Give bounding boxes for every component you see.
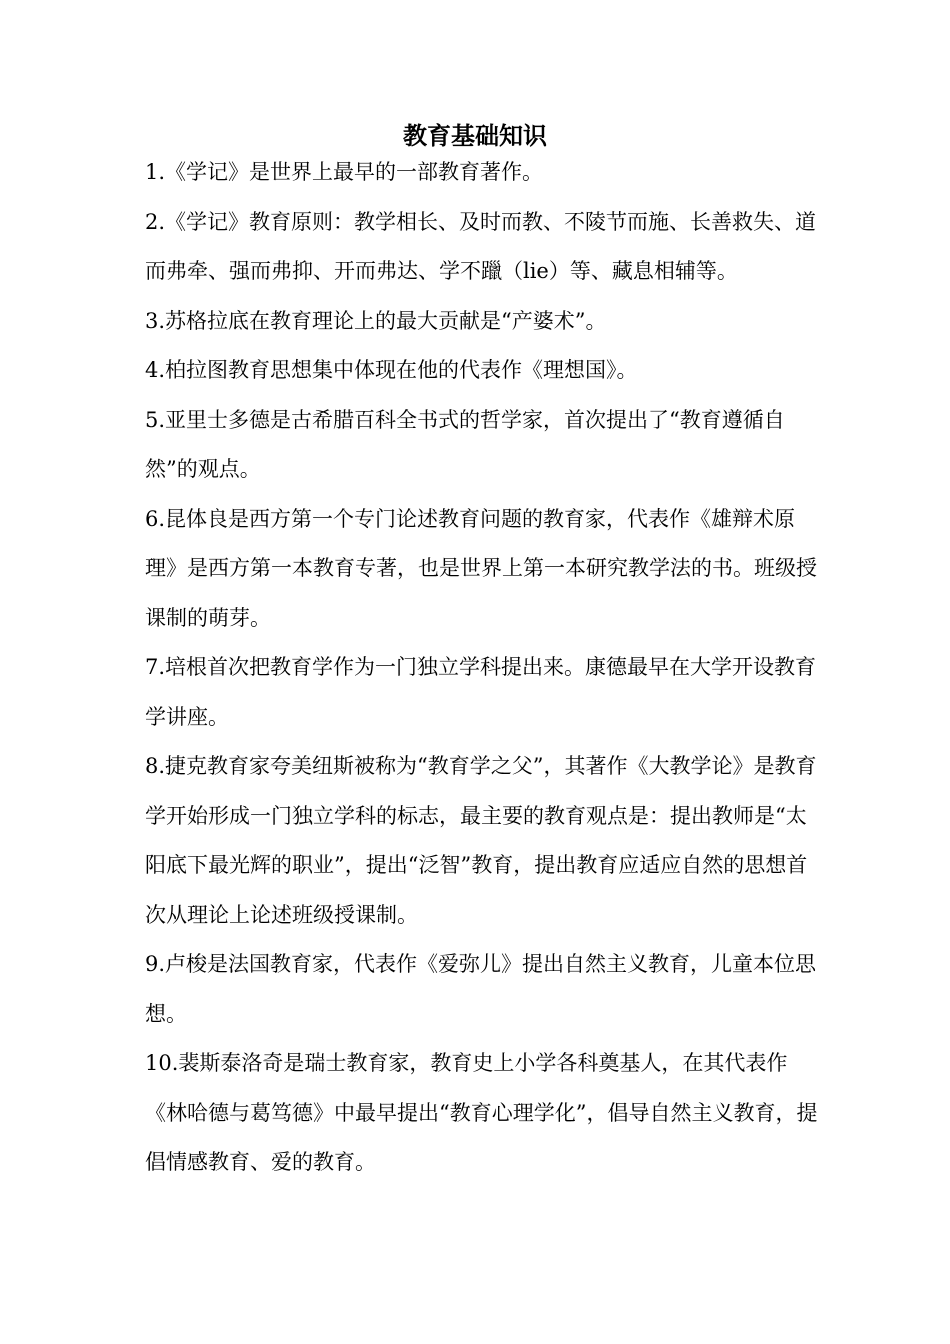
document-body bbox=[145, 148, 825, 1188]
paragraph-1: 1.《学记》是世界上最早的一部教育著作。 bbox=[145, 160, 544, 184]
paragraph-3: 3.苏格拉底在教育理论上的最大贡献是“产婆术”。 bbox=[145, 308, 607, 333]
paragraph-6: 6.昆体良是西方第一个专门论述教育问题的教育家，代表作《雄辩术原理》是西方第一本教育专著，也是世界上第一本研究教学法的书。班级授课制的萌芽。 bbox=[145, 506, 817, 630]
document-title: 教育基础知识 bbox=[403, 122, 547, 151]
paragraph-2: 2.《学记》教育原则：教学相长、及时而教、不陵节而施、长善救失、道而弗牵、强而弗抑、开而弗达、学不躐（lie）等、藏息相辅等。 bbox=[145, 209, 817, 283]
paragraph-7: 7.培根首次把教育学作为一门独立学科提出来。康德最早在大学开设教育学讲座。 bbox=[145, 655, 817, 729]
paragraph-4: 4.柏拉图教育思想集中体现在他的代表作《理想国》。 bbox=[145, 358, 638, 382]
paragraph-10: 10.裴斯泰洛奇是瑞士教育家，教育史上小学各科奠基人，在其代表作《林哈德与葛笃德》中最早提出“教育心理学化”，倡导自然主义教育，提倡情感教育、爱的教育。 bbox=[145, 1051, 818, 1174]
paragraph-9: 9.卢梭是法国教育家，代表作《爱弥儿》提出自然主义教育，儿童本位思想。 bbox=[145, 952, 817, 1026]
paragraph-5: 5.亚里士多德是古希腊百科全书式的哲学家，首次提出了“教育遵循自然”的观点。 bbox=[145, 407, 785, 481]
paragraph-8: 8.捷克教育家夸美纽斯被称为“教育学之父”，其著作《大教学论》是教育学开始形成一门独立学科的标志，最主要的教育观点是：提出教师是“太阳底下最光辉的职业”，提出“泛智”教育，提出教育应适应自然的思想首次从理论上论述班级授课制。 bbox=[145, 754, 817, 927]
